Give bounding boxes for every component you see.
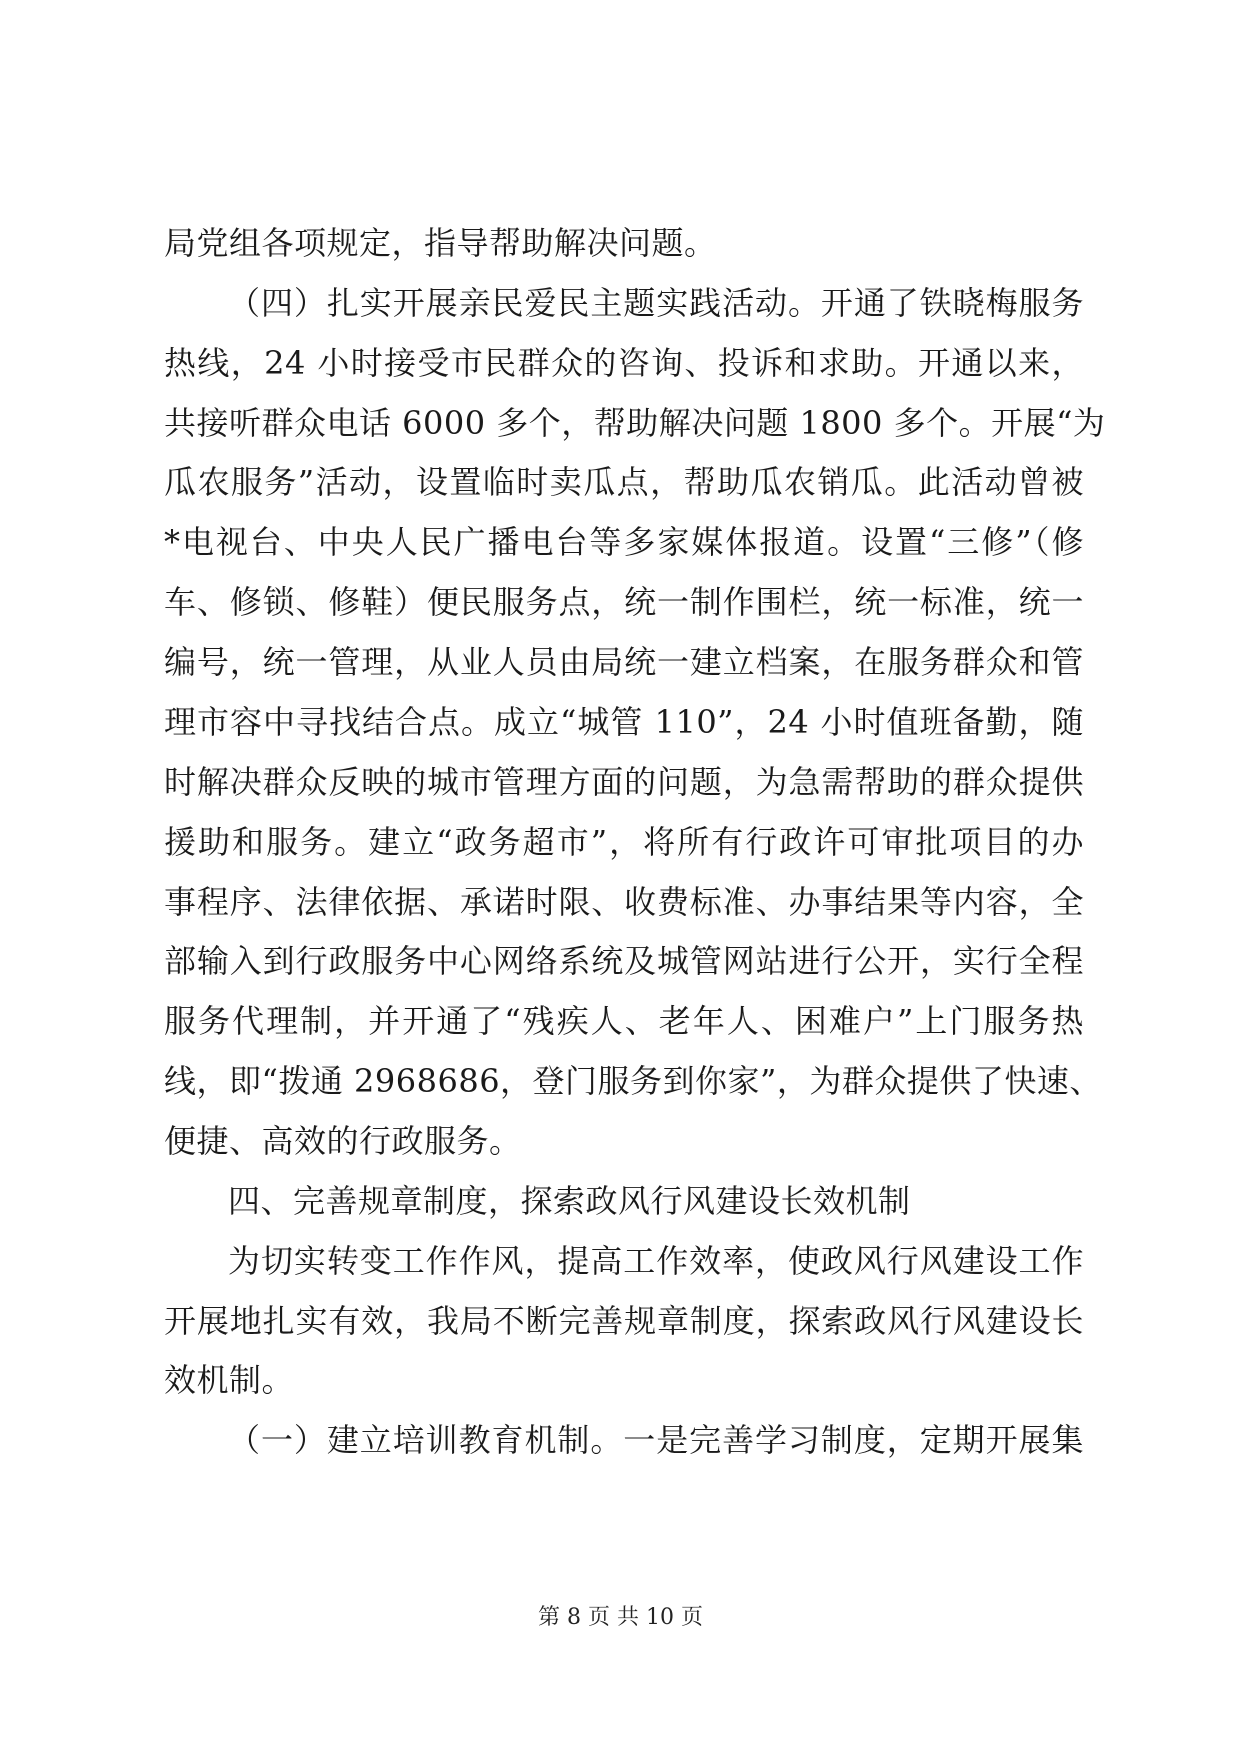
paragraph-line: 车、修锁、修鞋）便民服务点，统一制作围栏，统一标准，统一 (164, 583, 1084, 621)
paragraph-line: 时解决群众反映的城市管理方面的问题，为急需帮助的群众提供 (164, 763, 1084, 801)
paragraph-line: 开展地扎实有效，我局不断完善规章制度，探索政风行风建设长 (164, 1302, 1084, 1340)
paragraph-line: 事程序、法律依据、承诺时限、收费标准、办事结果等内容，全 (164, 883, 1084, 921)
paragraph-line: 热线，24 小时接受市民群众的咨询、投诉和求助。开通以来， (164, 344, 1084, 382)
paragraph-line: 便捷、高效的行政服务。 (164, 1122, 522, 1160)
paragraph-line: 援助和服务。建立“政务超市”，将所有行政许可审批项目的办 (164, 823, 1084, 861)
paragraph-line: （四）扎实开展亲民爱民主题实践活动。开通了铁晓梅服务 (228, 284, 1084, 322)
paragraph-line: 为切实转变工作作风，提高工作效率，使政风行风建设工作 (228, 1242, 1084, 1280)
paragraph-line: 部输入到行政服务中心网络系统及城管网站进行公开，实行全程 (164, 942, 1084, 980)
paragraph-line: 编号，统一管理，从业人员由局统一建立档案，在服务群众和管 (164, 643, 1084, 681)
section-heading: 四、完善规章制度，探索政风行风建设长效机制 (228, 1182, 911, 1220)
paragraph-line: 局党组各项规定，指导帮助解决问题。 (164, 224, 717, 262)
paragraph-line: *电视台、中央人民广播电台等多家媒体报道。设置“三修”（修 (164, 523, 1084, 561)
paragraph-line: （一）建立培训教育机制。一是完善学习制度，定期开展集 (228, 1421, 1084, 1459)
paragraph-line: 服务代理制，并开通了“残疾人、老年人、困难户”上门服务热 (164, 1002, 1084, 1040)
paragraph-line: 理市容中寻找结合点。成立“城管 110”，24 小时值班备勤，随 (164, 703, 1084, 741)
paragraph-line: 效机制。 (164, 1361, 295, 1399)
paragraph-line: 瓜农服务”活动，设置临时卖瓜点，帮助瓜农销瓜。此活动曾被 (164, 463, 1084, 501)
paragraph-line: 线，即“拨通 2968686，登门服务到你家”，为群众提供了快速、 (164, 1062, 1102, 1100)
paragraph-line: 共接听群众电话 6000 多个，帮助解决问题 1800 多个。开展“为 (164, 404, 1106, 442)
page-footer: 第 8 页 共 10 页 (538, 1605, 703, 1630)
